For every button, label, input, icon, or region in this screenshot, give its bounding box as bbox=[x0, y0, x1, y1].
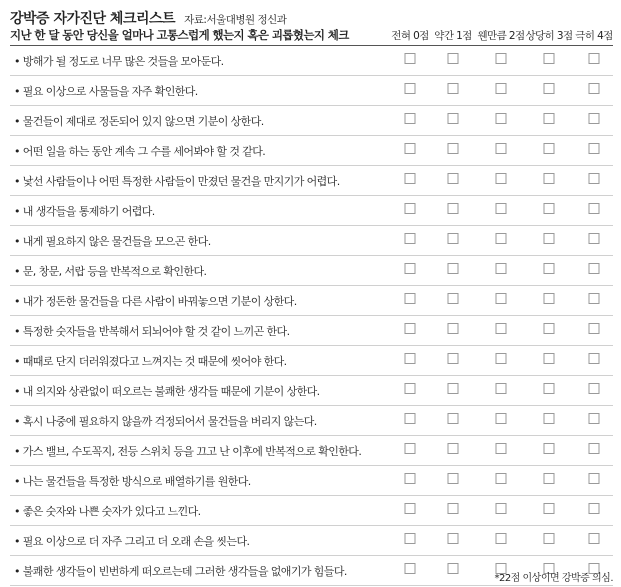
page-title: 강박증 자가진단 체크리스트 bbox=[10, 11, 176, 27]
score-checkbox-2[interactable] bbox=[496, 233, 507, 244]
checklist-row bbox=[10, 496, 613, 526]
score-checkbox-1[interactable] bbox=[448, 473, 459, 484]
checklist-item-text: • 불쾌한 생각들이 빈번하게 떠오르는데 그러한 생각들을 없애기가 힘들다. bbox=[14, 565, 347, 578]
score-checkbox-0[interactable] bbox=[405, 473, 416, 484]
score-checkbox-1[interactable] bbox=[448, 173, 459, 184]
score-checkbox-2[interactable] bbox=[496, 383, 507, 394]
checklist-row bbox=[10, 526, 613, 556]
score-checkbox-0[interactable] bbox=[405, 383, 416, 394]
checklist-item-text: • 어떤 일을 하는 동안 계속 그 수를 세어봐야 할 것 같다. bbox=[14, 145, 266, 158]
score-checkbox-4[interactable] bbox=[589, 173, 600, 184]
score-checkbox-1[interactable] bbox=[448, 383, 459, 394]
score-checkbox-0[interactable] bbox=[405, 293, 416, 304]
score-checkbox-0[interactable] bbox=[405, 563, 416, 574]
score-checkbox-4[interactable] bbox=[589, 53, 600, 64]
score-checkbox-2[interactable] bbox=[496, 353, 507, 364]
score-checkbox-4[interactable] bbox=[589, 83, 600, 94]
score-checkbox-1[interactable] bbox=[448, 83, 459, 94]
score-checkbox-3[interactable] bbox=[544, 263, 555, 274]
score-checkbox-3[interactable] bbox=[544, 233, 555, 244]
checklist-row bbox=[10, 436, 613, 466]
score-checkbox-1[interactable] bbox=[448, 533, 459, 544]
score-checkbox-2[interactable] bbox=[496, 293, 507, 304]
score-checkbox-0[interactable] bbox=[405, 203, 416, 214]
score-checkbox-4[interactable] bbox=[589, 323, 600, 334]
checklist-row bbox=[10, 316, 613, 346]
checklist-row bbox=[10, 76, 613, 106]
score-checkbox-3[interactable] bbox=[544, 443, 555, 454]
checklist-item-text: • 나는 물건들을 특정한 방식으로 배열하기를 원한다. bbox=[14, 475, 251, 488]
score-checkbox-3[interactable] bbox=[544, 323, 555, 334]
footnote: *22점 이상이면 강박증 의심. bbox=[494, 573, 613, 584]
score-checkbox-1[interactable] bbox=[448, 113, 459, 124]
score-checkbox-4[interactable] bbox=[589, 233, 600, 244]
score-checkbox-4[interactable] bbox=[589, 203, 600, 214]
score-checkbox-1[interactable] bbox=[448, 353, 459, 364]
score-checkbox-2[interactable] bbox=[496, 473, 507, 484]
score-checkbox-3[interactable] bbox=[544, 143, 555, 154]
checklist-item-text: • 필요 이상으로 더 자주 그리고 더 오래 손을 씻는다. bbox=[14, 535, 250, 548]
score-checkbox-3[interactable] bbox=[544, 53, 555, 64]
score-checkbox-2[interactable] bbox=[496, 443, 507, 454]
checklist-row bbox=[10, 136, 613, 166]
score-checkbox-2[interactable] bbox=[496, 83, 507, 94]
score-checkbox-2[interactable] bbox=[496, 173, 507, 184]
checklist-row bbox=[10, 196, 613, 226]
checklist-row bbox=[10, 106, 613, 136]
checklist-row bbox=[10, 166, 613, 196]
score-checkbox-1[interactable] bbox=[448, 563, 459, 574]
checklist-item-text: • 가스 밸브, 수도꼭지, 전등 스위치 등을 끄고 난 이후에 반복적으로 확인한다. bbox=[14, 445, 362, 458]
score-checkbox-1[interactable] bbox=[448, 263, 459, 274]
score-checkbox-0[interactable] bbox=[405, 173, 416, 184]
checklist-item-text: • 내 의지와 상관없이 떠오르는 불쾌한 생각들 때문에 기분이 상한다. bbox=[14, 385, 320, 398]
score-checkbox-3[interactable] bbox=[544, 113, 555, 124]
score-checkbox-4[interactable] bbox=[589, 353, 600, 364]
score-checkbox-4[interactable] bbox=[589, 383, 600, 394]
score-checkbox-2[interactable] bbox=[496, 503, 507, 514]
source-credit: 자료:서울대병원 정신과 bbox=[184, 14, 287, 26]
checklist-item-text: • 문, 창문, 서랍 등을 반복적으로 확인한다. bbox=[14, 265, 207, 278]
column-header-0: 전혀 0점 bbox=[391, 30, 429, 42]
score-checkbox-2[interactable] bbox=[496, 53, 507, 64]
score-checkbox-0[interactable] bbox=[405, 533, 416, 544]
score-checkbox-2[interactable] bbox=[496, 263, 507, 274]
checklist-item-text: • 물건들이 제대로 정돈되어 있지 않으면 기분이 상한다. bbox=[14, 115, 264, 128]
question-text: 지난 한 달 동안 당신을 얼마나 고통스럽게 했는지 혹은 괴롭혔는지 체크 bbox=[10, 28, 349, 42]
checklist-item-text: • 방해가 될 정도로 너무 많은 것들을 모아둔다. bbox=[14, 55, 224, 68]
score-checkbox-0[interactable] bbox=[405, 83, 416, 94]
score-checkbox-3[interactable] bbox=[544, 503, 555, 514]
score-checkbox-1[interactable] bbox=[448, 203, 459, 214]
score-checkbox-1[interactable] bbox=[448, 53, 459, 64]
score-checkbox-4[interactable] bbox=[589, 533, 600, 544]
checklist-row bbox=[10, 466, 613, 496]
score-checkbox-4[interactable] bbox=[589, 263, 600, 274]
score-checkbox-0[interactable] bbox=[405, 263, 416, 274]
score-checkbox-1[interactable] bbox=[448, 233, 459, 244]
score-checkbox-1[interactable] bbox=[448, 323, 459, 334]
column-header-1: 약간 1점 bbox=[434, 30, 472, 42]
score-checkbox-3[interactable] bbox=[544, 383, 555, 394]
score-checkbox-0[interactable] bbox=[405, 323, 416, 334]
checklist-item-text: • 필요 이상으로 사물들을 자주 확인한다. bbox=[14, 85, 198, 98]
score-checkbox-1[interactable] bbox=[448, 293, 459, 304]
score-checkbox-0[interactable] bbox=[405, 113, 416, 124]
checklist-item-text: • 내가 정돈한 물건들을 다른 사람이 바꿔놓으면 기분이 상한다. bbox=[14, 295, 297, 308]
score-checkbox-4[interactable] bbox=[589, 113, 600, 124]
score-checkbox-2[interactable] bbox=[496, 323, 507, 334]
score-checkbox-2[interactable] bbox=[496, 413, 507, 424]
checklist-row bbox=[10, 226, 613, 256]
score-checkbox-0[interactable] bbox=[405, 143, 416, 154]
score-checkbox-3[interactable] bbox=[544, 203, 555, 214]
score-checkbox-0[interactable] bbox=[405, 503, 416, 514]
checklist-item-text: • 좋은 숫자와 나쁜 숫자가 있다고 느낀다. bbox=[14, 505, 201, 518]
score-checkbox-3[interactable] bbox=[544, 173, 555, 184]
score-checkbox-0[interactable] bbox=[405, 353, 416, 364]
score-checkbox-4[interactable] bbox=[589, 473, 600, 484]
score-checkbox-2[interactable] bbox=[496, 113, 507, 124]
score-checkbox-4[interactable] bbox=[589, 143, 600, 154]
score-checkbox-4[interactable] bbox=[589, 413, 600, 424]
checklist-rows bbox=[10, 46, 613, 586]
checklist-row bbox=[10, 286, 613, 316]
table-header bbox=[10, 27, 613, 45]
score-checkbox-2[interactable] bbox=[496, 203, 507, 214]
score-checkbox-1[interactable] bbox=[448, 503, 459, 514]
column-header-4: 극히 4점 bbox=[575, 30, 613, 42]
score-checkbox-3[interactable] bbox=[544, 353, 555, 364]
score-checkbox-3[interactable] bbox=[544, 533, 555, 544]
checklist-row bbox=[10, 346, 613, 376]
checklist-row bbox=[10, 256, 613, 286]
score-checkbox-4[interactable] bbox=[589, 293, 600, 304]
checklist-item-text: • 내게 필요하지 않은 물건들을 모으곤 한다. bbox=[14, 235, 211, 248]
column-header-2: 웬만큼 2점 bbox=[477, 30, 525, 42]
score-checkbox-2[interactable] bbox=[496, 533, 507, 544]
checklist-row bbox=[10, 376, 613, 406]
checklist-item-text: • 내 생각들을 통제하기 어렵다. bbox=[14, 205, 155, 218]
score-checkbox-3[interactable] bbox=[544, 293, 555, 304]
checklist-item-text: • 특정한 숫자들을 반복해서 되뇌어야 할 것 같이 느끼곤 한다. bbox=[14, 325, 290, 338]
score-checkbox-0[interactable] bbox=[405, 233, 416, 244]
checklist-item-text: • 혹시 나중에 필요하지 않을까 걱정되어서 물건들을 버리지 않는다. bbox=[14, 415, 317, 428]
score-checkbox-1[interactable] bbox=[448, 143, 459, 154]
score-checkbox-3[interactable] bbox=[544, 473, 555, 484]
score-checkbox-3[interactable] bbox=[544, 413, 555, 424]
score-checkbox-0[interactable] bbox=[405, 53, 416, 64]
score-checkbox-3[interactable] bbox=[544, 83, 555, 94]
score-checkbox-4[interactable] bbox=[589, 503, 600, 514]
title-line bbox=[10, 8, 286, 28]
column-header-3: 상당히 3점 bbox=[525, 30, 573, 42]
checklist-item-text: • 때때로 단지 더러워졌다고 느껴지는 것 때문에 씻어야 한다. bbox=[14, 355, 287, 368]
score-checkbox-2[interactable] bbox=[496, 143, 507, 154]
score-checkbox-0[interactable] bbox=[405, 413, 416, 424]
checklist-row bbox=[10, 406, 613, 436]
checklist-row bbox=[10, 46, 613, 76]
checklist-item-text: • 낯선 사람들이나 어떤 특정한 사람들이 만졌던 물건을 만지기가 어렵다. bbox=[14, 175, 340, 188]
score-checkbox-4[interactable] bbox=[589, 443, 600, 454]
score-checkbox-0[interactable] bbox=[405, 443, 416, 454]
score-checkbox-1[interactable] bbox=[448, 413, 459, 424]
score-checkbox-1[interactable] bbox=[448, 443, 459, 454]
